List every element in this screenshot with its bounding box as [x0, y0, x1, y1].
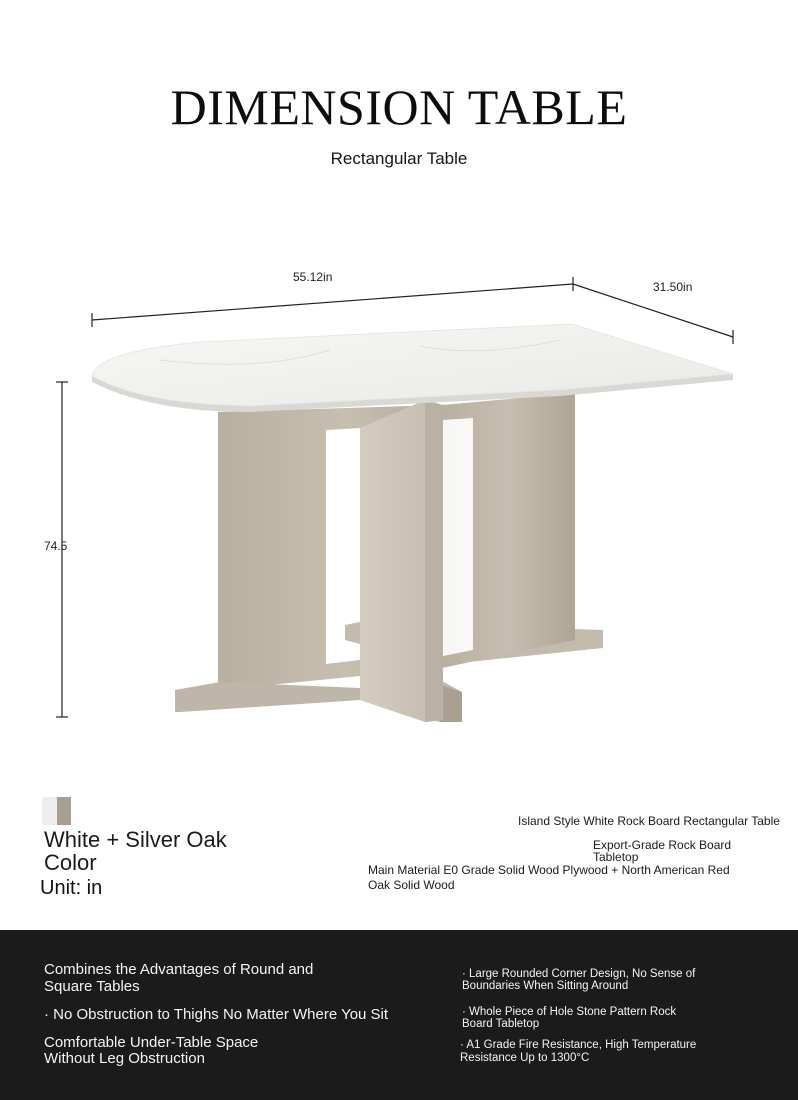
spec-style: Island Style White Rock Board Rectangular Table [518, 814, 780, 828]
feature-left-2: · No Obstruction to Thighs No Matter Where You Sit [44, 1006, 389, 1023]
length-label: 55.12in [293, 270, 333, 284]
spec-tabletop-1: Export-Grade Rock Board [593, 838, 732, 852]
spec-tabletop-2: Tabletop [593, 850, 639, 864]
feature-right-2-line2: Board Tabletop [462, 1018, 540, 1030]
page-title: DIMENSION TABLE [170, 79, 628, 135]
table-top [92, 324, 733, 406]
width-label: 31.50in [653, 280, 693, 294]
spec-material-1: Main Material E0 Grade Solid Wood Plywood + North American Red [368, 863, 730, 877]
height-label: 74.5 [44, 539, 68, 553]
feature-left-3-line1: Comfortable Under-Table Space [44, 1034, 259, 1051]
unit-label: Unit: in [40, 877, 103, 899]
feature-left-1-line1: Combines the Advantages of Round and [44, 961, 314, 978]
feature-right-2-line1: · Whole Piece of Hole Stone Pattern Rock [462, 1006, 677, 1018]
swatch-silver-oak [57, 797, 71, 825]
feature-right-1-line1: · Large Rounded Corner Design, No Sense of [462, 968, 696, 980]
color-swatch [42, 797, 71, 825]
spec-material-2: Oak Solid Wood [368, 878, 455, 892]
page-subtitle: Rectangular Table [330, 149, 468, 168]
feature-left-3-line2: Without Leg Obstruction [44, 1050, 205, 1067]
dimension-line-length [92, 277, 573, 327]
features-footer [0, 930, 798, 1100]
color-name: White + Silver Oak [44, 827, 227, 852]
feature-left-1-line2: Square Tables [44, 978, 140, 995]
swatch-white [42, 797, 57, 825]
feature-right-1-line2: Boundaries When Sitting Around [462, 980, 629, 992]
feature-right-3-line2: Resistance Up to 1300°C [460, 1052, 590, 1064]
feature-right-3-line1: · A1 Grade Fire Resistance, High Temperature [460, 1039, 697, 1051]
color-label: Color [44, 850, 97, 875]
